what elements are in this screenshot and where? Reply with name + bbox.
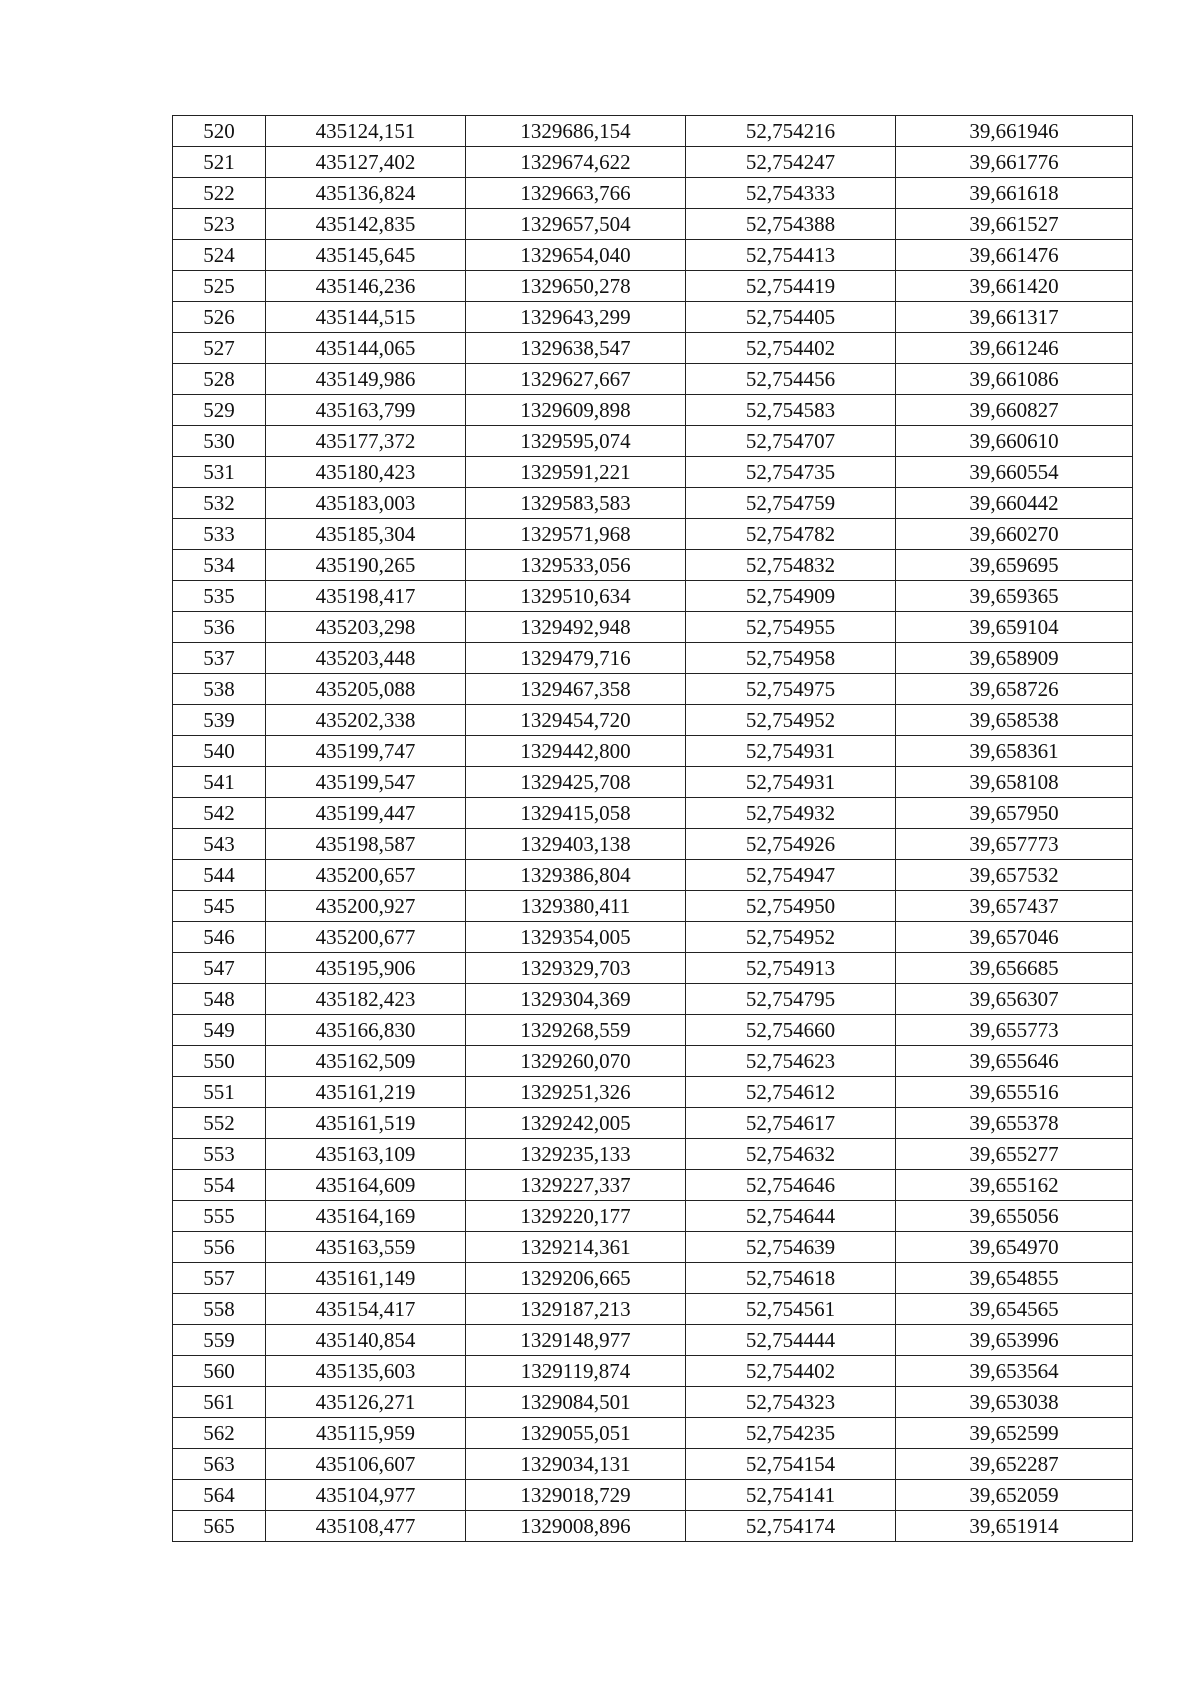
y-coordinate-cell: 1329510,634 <box>466 581 686 612</box>
x-coordinate-cell: 435135,603 <box>266 1356 466 1387</box>
table-row <box>173 736 1133 767</box>
point-number-cell: 520 <box>173 116 266 147</box>
y-coordinate-cell: 1329643,299 <box>466 302 686 333</box>
latitude-cell: 52,754975 <box>686 674 896 705</box>
x-coordinate-cell: 435163,109 <box>266 1139 466 1170</box>
latitude-cell: 52,754583 <box>686 395 896 426</box>
point-number-cell: 541 <box>173 767 266 798</box>
longitude-cell: 39,657532 <box>896 860 1133 891</box>
x-coordinate-cell: 435126,271 <box>266 1387 466 1418</box>
y-coordinate-cell: 1329187,213 <box>466 1294 686 1325</box>
table-row <box>173 581 1133 612</box>
table-row <box>173 1325 1133 1356</box>
point-number-cell: 523 <box>173 209 266 240</box>
longitude-cell: 39,657046 <box>896 922 1133 953</box>
coordinates-table <box>172 115 1133 1542</box>
latitude-cell: 52,754952 <box>686 705 896 736</box>
table-row <box>173 1015 1133 1046</box>
point-number-cell: 546 <box>173 922 266 953</box>
y-coordinate-cell: 1329034,131 <box>466 1449 686 1480</box>
x-coordinate-cell: 435195,906 <box>266 953 466 984</box>
longitude-cell: 39,652059 <box>896 1480 1133 1511</box>
longitude-cell: 39,656685 <box>896 953 1133 984</box>
table-row <box>173 643 1133 674</box>
latitude-cell: 52,754174 <box>686 1511 896 1542</box>
latitude-cell: 52,754644 <box>686 1201 896 1232</box>
longitude-cell: 39,658538 <box>896 705 1133 736</box>
table-row <box>173 1263 1133 1294</box>
x-coordinate-cell: 435161,519 <box>266 1108 466 1139</box>
y-coordinate-cell: 1329354,005 <box>466 922 686 953</box>
table-row <box>173 1170 1133 1201</box>
longitude-cell: 39,660554 <box>896 457 1133 488</box>
x-coordinate-cell: 435199,447 <box>266 798 466 829</box>
latitude-cell: 52,754926 <box>686 829 896 860</box>
y-coordinate-cell: 1329386,804 <box>466 860 686 891</box>
longitude-cell: 39,658361 <box>896 736 1133 767</box>
table-row <box>173 612 1133 643</box>
table-row <box>173 1201 1133 1232</box>
y-coordinate-cell: 1329657,504 <box>466 209 686 240</box>
point-number-cell: 547 <box>173 953 266 984</box>
longitude-cell: 39,655378 <box>896 1108 1133 1139</box>
point-number-cell: 537 <box>173 643 266 674</box>
longitude-cell: 39,658108 <box>896 767 1133 798</box>
y-coordinate-cell: 1329650,278 <box>466 271 686 302</box>
x-coordinate-cell: 435202,338 <box>266 705 466 736</box>
longitude-cell: 39,661476 <box>896 240 1133 271</box>
point-number-cell: 528 <box>173 364 266 395</box>
latitude-cell: 52,754235 <box>686 1418 896 1449</box>
longitude-cell: 39,652599 <box>896 1418 1133 1449</box>
point-number-cell: 527 <box>173 333 266 364</box>
point-number-cell: 540 <box>173 736 266 767</box>
point-number-cell: 550 <box>173 1046 266 1077</box>
x-coordinate-cell: 435200,677 <box>266 922 466 953</box>
x-coordinate-cell: 435108,477 <box>266 1511 466 1542</box>
x-coordinate-cell: 435127,402 <box>266 147 466 178</box>
table-row <box>173 1480 1133 1511</box>
longitude-cell: 39,655056 <box>896 1201 1133 1232</box>
table-row <box>173 829 1133 860</box>
x-coordinate-cell: 435199,547 <box>266 767 466 798</box>
x-coordinate-cell: 435163,559 <box>266 1232 466 1263</box>
longitude-cell: 39,657950 <box>896 798 1133 829</box>
longitude-cell: 39,658726 <box>896 674 1133 705</box>
latitude-cell: 52,754405 <box>686 302 896 333</box>
y-coordinate-cell: 1329638,547 <box>466 333 686 364</box>
longitude-cell: 39,653038 <box>896 1387 1133 1418</box>
y-coordinate-cell: 1329415,058 <box>466 798 686 829</box>
table-row <box>173 1511 1133 1542</box>
table-row <box>173 922 1133 953</box>
longitude-cell: 39,661618 <box>896 178 1133 209</box>
point-number-cell: 562 <box>173 1418 266 1449</box>
x-coordinate-cell: 435183,003 <box>266 488 466 519</box>
y-coordinate-cell: 1329148,977 <box>466 1325 686 1356</box>
point-number-cell: 521 <box>173 147 266 178</box>
x-coordinate-cell: 435144,065 <box>266 333 466 364</box>
x-coordinate-cell: 435198,417 <box>266 581 466 612</box>
y-coordinate-cell: 1329084,501 <box>466 1387 686 1418</box>
y-coordinate-cell: 1329533,056 <box>466 550 686 581</box>
x-coordinate-cell: 435144,515 <box>266 302 466 333</box>
point-number-cell: 535 <box>173 581 266 612</box>
longitude-cell: 39,652287 <box>896 1449 1133 1480</box>
table-row <box>173 1294 1133 1325</box>
point-number-cell: 555 <box>173 1201 266 1232</box>
x-coordinate-cell: 435115,959 <box>266 1418 466 1449</box>
table-row <box>173 1139 1133 1170</box>
y-coordinate-cell: 1329492,948 <box>466 612 686 643</box>
latitude-cell: 52,754759 <box>686 488 896 519</box>
point-number-cell: 534 <box>173 550 266 581</box>
point-number-cell: 549 <box>173 1015 266 1046</box>
x-coordinate-cell: 435200,927 <box>266 891 466 922</box>
longitude-cell: 39,651914 <box>896 1511 1133 1542</box>
y-coordinate-cell: 1329304,369 <box>466 984 686 1015</box>
y-coordinate-cell: 1329627,667 <box>466 364 686 395</box>
longitude-cell: 39,661420 <box>896 271 1133 302</box>
y-coordinate-cell: 1329403,138 <box>466 829 686 860</box>
latitude-cell: 52,754950 <box>686 891 896 922</box>
latitude-cell: 52,754444 <box>686 1325 896 1356</box>
table-row <box>173 1232 1133 1263</box>
y-coordinate-cell: 1329467,358 <box>466 674 686 705</box>
latitude-cell: 52,754707 <box>686 426 896 457</box>
y-coordinate-cell: 1329227,337 <box>466 1170 686 1201</box>
table-row <box>173 767 1133 798</box>
point-number-cell: 538 <box>173 674 266 705</box>
table-row <box>173 457 1133 488</box>
point-number-cell: 561 <box>173 1387 266 1418</box>
point-number-cell: 522 <box>173 178 266 209</box>
y-coordinate-cell: 1329654,040 <box>466 240 686 271</box>
latitude-cell: 52,754632 <box>686 1139 896 1170</box>
longitude-cell: 39,661527 <box>896 209 1133 240</box>
x-coordinate-cell: 435182,423 <box>266 984 466 1015</box>
latitude-cell: 52,754782 <box>686 519 896 550</box>
point-number-cell: 532 <box>173 488 266 519</box>
longitude-cell: 39,655646 <box>896 1046 1133 1077</box>
point-number-cell: 564 <box>173 1480 266 1511</box>
latitude-cell: 52,754832 <box>686 550 896 581</box>
table-row <box>173 364 1133 395</box>
y-coordinate-cell: 1329329,703 <box>466 953 686 984</box>
x-coordinate-cell: 435145,645 <box>266 240 466 271</box>
table-row <box>173 1387 1133 1418</box>
y-coordinate-cell: 1329235,133 <box>466 1139 686 1170</box>
x-coordinate-cell: 435190,265 <box>266 550 466 581</box>
longitude-cell: 39,659365 <box>896 581 1133 612</box>
table-row <box>173 1077 1133 1108</box>
y-coordinate-cell: 1329242,005 <box>466 1108 686 1139</box>
y-coordinate-cell: 1329268,559 <box>466 1015 686 1046</box>
latitude-cell: 52,754561 <box>686 1294 896 1325</box>
point-number-cell: 557 <box>173 1263 266 1294</box>
x-coordinate-cell: 435198,587 <box>266 829 466 860</box>
latitude-cell: 52,754388 <box>686 209 896 240</box>
table-row <box>173 519 1133 550</box>
table-row <box>173 953 1133 984</box>
longitude-cell: 39,656307 <box>896 984 1133 1015</box>
latitude-cell: 52,754333 <box>686 178 896 209</box>
latitude-cell: 52,754909 <box>686 581 896 612</box>
longitude-cell: 39,660442 <box>896 488 1133 519</box>
longitude-cell: 39,659104 <box>896 612 1133 643</box>
longitude-cell: 39,654970 <box>896 1232 1133 1263</box>
x-coordinate-cell: 435203,298 <box>266 612 466 643</box>
x-coordinate-cell: 435205,088 <box>266 674 466 705</box>
longitude-cell: 39,654855 <box>896 1263 1133 1294</box>
point-number-cell: 556 <box>173 1232 266 1263</box>
y-coordinate-cell: 1329220,177 <box>466 1201 686 1232</box>
x-coordinate-cell: 435164,609 <box>266 1170 466 1201</box>
y-coordinate-cell: 1329251,326 <box>466 1077 686 1108</box>
table-row <box>173 891 1133 922</box>
latitude-cell: 52,754154 <box>686 1449 896 1480</box>
table-row <box>173 1046 1133 1077</box>
longitude-cell: 39,655516 <box>896 1077 1133 1108</box>
x-coordinate-cell: 435161,219 <box>266 1077 466 1108</box>
longitude-cell: 39,657773 <box>896 829 1133 860</box>
latitude-cell: 52,754323 <box>686 1387 896 1418</box>
point-number-cell: 524 <box>173 240 266 271</box>
x-coordinate-cell: 435124,151 <box>266 116 466 147</box>
point-number-cell: 565 <box>173 1511 266 1542</box>
longitude-cell: 39,660827 <box>896 395 1133 426</box>
longitude-cell: 39,661086 <box>896 364 1133 395</box>
point-number-cell: 530 <box>173 426 266 457</box>
longitude-cell: 39,658909 <box>896 643 1133 674</box>
y-coordinate-cell: 1329380,411 <box>466 891 686 922</box>
y-coordinate-cell: 1329425,708 <box>466 767 686 798</box>
point-number-cell: 543 <box>173 829 266 860</box>
point-number-cell: 559 <box>173 1325 266 1356</box>
point-number-cell: 533 <box>173 519 266 550</box>
latitude-cell: 52,754413 <box>686 240 896 271</box>
y-coordinate-cell: 1329206,665 <box>466 1263 686 1294</box>
latitude-cell: 52,754931 <box>686 767 896 798</box>
latitude-cell: 52,754618 <box>686 1263 896 1294</box>
y-coordinate-cell: 1329686,154 <box>466 116 686 147</box>
table-row <box>173 116 1133 147</box>
y-coordinate-cell: 1329591,221 <box>466 457 686 488</box>
latitude-cell: 52,754958 <box>686 643 896 674</box>
x-coordinate-cell: 435163,799 <box>266 395 466 426</box>
longitude-cell: 39,661776 <box>896 147 1133 178</box>
y-coordinate-cell: 1329583,583 <box>466 488 686 519</box>
x-coordinate-cell: 435162,509 <box>266 1046 466 1077</box>
longitude-cell: 39,661946 <box>896 116 1133 147</box>
table-row <box>173 1449 1133 1480</box>
point-number-cell: 542 <box>173 798 266 829</box>
point-number-cell: 544 <box>173 860 266 891</box>
x-coordinate-cell: 435177,372 <box>266 426 466 457</box>
x-coordinate-cell: 435185,304 <box>266 519 466 550</box>
x-coordinate-cell: 435140,854 <box>266 1325 466 1356</box>
point-number-cell: 560 <box>173 1356 266 1387</box>
latitude-cell: 52,754456 <box>686 364 896 395</box>
y-coordinate-cell: 1329674,622 <box>466 147 686 178</box>
table-row <box>173 240 1133 271</box>
latitude-cell: 52,754955 <box>686 612 896 643</box>
y-coordinate-cell: 1329442,800 <box>466 736 686 767</box>
latitude-cell: 52,754617 <box>686 1108 896 1139</box>
coordinates-table-body <box>173 116 1133 1542</box>
longitude-cell: 39,653996 <box>896 1325 1133 1356</box>
table-row <box>173 705 1133 736</box>
table-row <box>173 271 1133 302</box>
point-number-cell: 525 <box>173 271 266 302</box>
longitude-cell: 39,660610 <box>896 426 1133 457</box>
x-coordinate-cell: 435166,830 <box>266 1015 466 1046</box>
latitude-cell: 52,754646 <box>686 1170 896 1201</box>
point-number-cell: 563 <box>173 1449 266 1480</box>
latitude-cell: 52,754931 <box>686 736 896 767</box>
latitude-cell: 52,754141 <box>686 1480 896 1511</box>
y-coordinate-cell: 1329214,361 <box>466 1232 686 1263</box>
x-coordinate-cell: 435161,149 <box>266 1263 466 1294</box>
longitude-cell: 39,655773 <box>896 1015 1133 1046</box>
y-coordinate-cell: 1329008,896 <box>466 1511 686 1542</box>
y-coordinate-cell: 1329055,051 <box>466 1418 686 1449</box>
point-number-cell: 551 <box>173 1077 266 1108</box>
table-row <box>173 550 1133 581</box>
x-coordinate-cell: 435199,747 <box>266 736 466 767</box>
y-coordinate-cell: 1329663,766 <box>466 178 686 209</box>
table-row <box>173 1356 1133 1387</box>
longitude-cell: 39,661246 <box>896 333 1133 364</box>
x-coordinate-cell: 435154,417 <box>266 1294 466 1325</box>
longitude-cell: 39,661317 <box>896 302 1133 333</box>
table-row <box>173 860 1133 891</box>
longitude-cell: 39,660270 <box>896 519 1133 550</box>
latitude-cell: 52,754947 <box>686 860 896 891</box>
latitude-cell: 52,754247 <box>686 147 896 178</box>
x-coordinate-cell: 435104,977 <box>266 1480 466 1511</box>
latitude-cell: 52,754932 <box>686 798 896 829</box>
x-coordinate-cell: 435149,986 <box>266 364 466 395</box>
x-coordinate-cell: 435164,169 <box>266 1201 466 1232</box>
latitude-cell: 52,754623 <box>686 1046 896 1077</box>
latitude-cell: 52,754419 <box>686 271 896 302</box>
table-row <box>173 984 1133 1015</box>
latitude-cell: 52,754913 <box>686 953 896 984</box>
point-number-cell: 548 <box>173 984 266 1015</box>
point-number-cell: 526 <box>173 302 266 333</box>
latitude-cell: 52,754612 <box>686 1077 896 1108</box>
table-row <box>173 147 1133 178</box>
table-row <box>173 1418 1133 1449</box>
table-row <box>173 488 1133 519</box>
longitude-cell: 39,655277 <box>896 1139 1133 1170</box>
y-coordinate-cell: 1329595,074 <box>466 426 686 457</box>
latitude-cell: 52,754402 <box>686 333 896 364</box>
table-row <box>173 302 1133 333</box>
longitude-cell: 39,657437 <box>896 891 1133 922</box>
latitude-cell: 52,754216 <box>686 116 896 147</box>
latitude-cell: 52,754402 <box>686 1356 896 1387</box>
table-row <box>173 798 1133 829</box>
point-number-cell: 539 <box>173 705 266 736</box>
point-number-cell: 554 <box>173 1170 266 1201</box>
table-row <box>173 426 1133 457</box>
point-number-cell: 545 <box>173 891 266 922</box>
y-coordinate-cell: 1329479,716 <box>466 643 686 674</box>
latitude-cell: 52,754952 <box>686 922 896 953</box>
latitude-cell: 52,754795 <box>686 984 896 1015</box>
longitude-cell: 39,659695 <box>896 550 1133 581</box>
y-coordinate-cell: 1329018,729 <box>466 1480 686 1511</box>
y-coordinate-cell: 1329260,070 <box>466 1046 686 1077</box>
point-number-cell: 552 <box>173 1108 266 1139</box>
x-coordinate-cell: 435106,607 <box>266 1449 466 1480</box>
table-row <box>173 333 1133 364</box>
longitude-cell: 39,654565 <box>896 1294 1133 1325</box>
x-coordinate-cell: 435142,835 <box>266 209 466 240</box>
y-coordinate-cell: 1329609,898 <box>466 395 686 426</box>
table-row <box>173 1108 1133 1139</box>
x-coordinate-cell: 435203,448 <box>266 643 466 674</box>
x-coordinate-cell: 435200,657 <box>266 860 466 891</box>
point-number-cell: 529 <box>173 395 266 426</box>
latitude-cell: 52,754735 <box>686 457 896 488</box>
table-row <box>173 178 1133 209</box>
table-row <box>173 674 1133 705</box>
table-row <box>173 395 1133 426</box>
table-row <box>173 209 1133 240</box>
point-number-cell: 536 <box>173 612 266 643</box>
y-coordinate-cell: 1329119,874 <box>466 1356 686 1387</box>
x-coordinate-cell: 435180,423 <box>266 457 466 488</box>
point-number-cell: 553 <box>173 1139 266 1170</box>
point-number-cell: 558 <box>173 1294 266 1325</box>
longitude-cell: 39,655162 <box>896 1170 1133 1201</box>
y-coordinate-cell: 1329571,968 <box>466 519 686 550</box>
y-coordinate-cell: 1329454,720 <box>466 705 686 736</box>
latitude-cell: 52,754660 <box>686 1015 896 1046</box>
x-coordinate-cell: 435146,236 <box>266 271 466 302</box>
point-number-cell: 531 <box>173 457 266 488</box>
longitude-cell: 39,653564 <box>896 1356 1133 1387</box>
latitude-cell: 52,754639 <box>686 1232 896 1263</box>
x-coordinate-cell: 435136,824 <box>266 178 466 209</box>
